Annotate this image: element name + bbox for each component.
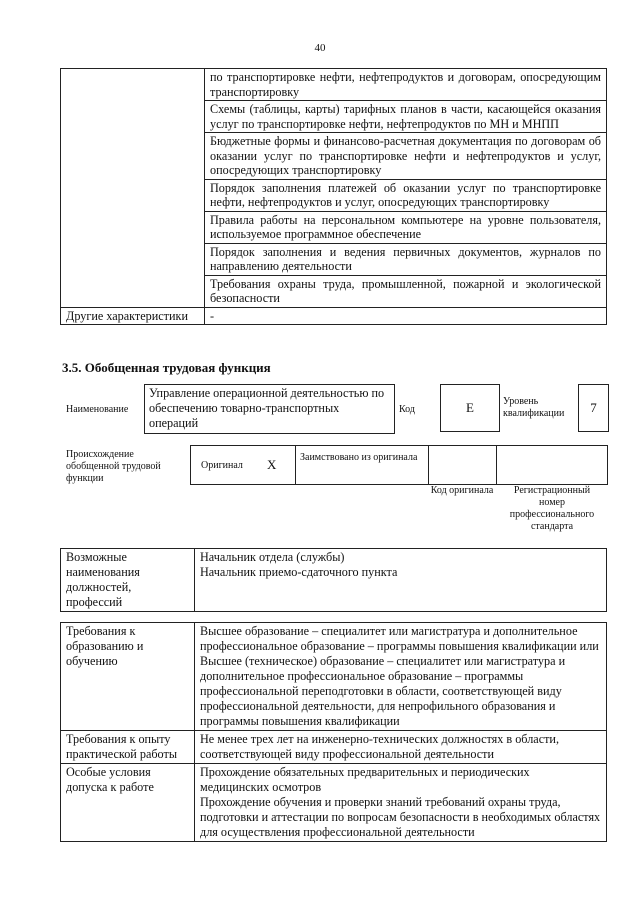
position-item: Начальник отдела (службы) — [200, 550, 345, 564]
position-item: Начальник приемо-сдаточного пункта — [200, 565, 398, 579]
function-name: Управление операционной деятельностью по обеспечению товарно-транспортных операций — [144, 384, 395, 434]
level-value: 7 — [578, 384, 609, 432]
knowledge-row: Схемы (таблицы, карты) тарифных планов в части, касающейся оказания услуг по транспортировке нефти, нефтепродуктов по МН и МНПП — [205, 101, 607, 133]
requirement-item: Высшее образование – специалитет или магистратура и дополнительное профессиональное образование – программы повышения квалификации или — [200, 624, 599, 653]
other-characteristics-value: - — [205, 307, 607, 325]
education-values — [195, 623, 607, 731]
name-label: Наименование — [66, 404, 129, 415]
knowledge-row: Порядок заполнения платежей об оказании услуг по транспортировке нефти, нефтепродуктов и услуг, опосредующих транспортировку — [205, 179, 607, 211]
requirement-item: Высшее (техническое) образование – специалитет или магистратура и дополнительное профессиональное образование – программы профессиональной переподготовки в области, соответствующей виду профессиональной деятельности, для непрофильного образования и программы повышения квалификации — [200, 654, 566, 728]
education-label: Требования к образованию и обучению — [61, 623, 195, 731]
origin-label: Происхождение обобщенной трудовой функции — [66, 449, 161, 484]
requirement-item: Прохождение обязательных предварительных и периодических медицинских осмотров — [200, 765, 530, 794]
knowledge-row: Бюджетные формы и финансово-расчетная документация по договорам об оказании услуг по транспортировке нефти и нефтепродуктов и услуг, опосредующих транспортировку — [205, 133, 607, 180]
requirement-item: Прохождение обучения и проверки знаний требований охраны труда, подготовки и аттестации по вопросам безопасности в необходимых областях для осуществления профессиональной деятельности — [200, 795, 601, 839]
page-number: 40 — [314, 42, 326, 54]
knowledge-row: Требования охраны труда, промышленной, пожарной и экологической безопасности — [205, 275, 607, 307]
knowledge-row: по транспортировке нефти, нефтепродуктов и договорам, опосредующим транспортировку — [205, 69, 607, 101]
reg-number-label: Регистрационный номер профессионального стандарта — [509, 485, 595, 532]
positions-table — [60, 548, 607, 612]
borrowed-label: Заимствовано из оригинала — [300, 452, 418, 463]
positions-values — [195, 549, 607, 612]
special-conditions-values — [195, 764, 607, 842]
code-label: Код — [399, 404, 415, 415]
code-value: E — [440, 384, 500, 432]
positions-label: Возможные наименования должностей, профессий — [61, 549, 195, 612]
level-label: Уровень квалификации — [503, 396, 565, 419]
code-orig-label: Код оригинала — [430, 485, 494, 496]
origin-reg-number-cell — [496, 445, 608, 485]
knowledge-row: Правила работы на персональном компьютере на уровне пользователя, используемое программное обеспечение — [205, 211, 607, 243]
origin-code-cell — [428, 445, 497, 485]
experience-values — [195, 731, 607, 764]
empty-label-cell — [61, 69, 205, 308]
original-mark: X — [267, 457, 277, 472]
requirements-table — [60, 622, 607, 842]
requirement-item: Не менее трех лет на инженерно-технических должностях в области, соответствующей виду профессиональной деятельности — [200, 732, 559, 761]
knowledge-row: Порядок заполнения и ведения первичных документов, журналов по направлению деятельности — [205, 243, 607, 275]
original-label: Оригинал — [201, 460, 243, 471]
special-conditions-label: Особые условия допуска к работе — [61, 764, 195, 842]
origin-original-cell — [190, 445, 296, 485]
experience-label: Требования к опыту практической работы — [61, 731, 195, 764]
other-characteristics-label: Другие характеристики — [61, 307, 205, 325]
section-heading: 3.5. Обобщенная трудовая функция — [62, 360, 271, 375]
origin-borrowed-cell — [294, 445, 429, 485]
knowledge-table — [60, 68, 607, 325]
